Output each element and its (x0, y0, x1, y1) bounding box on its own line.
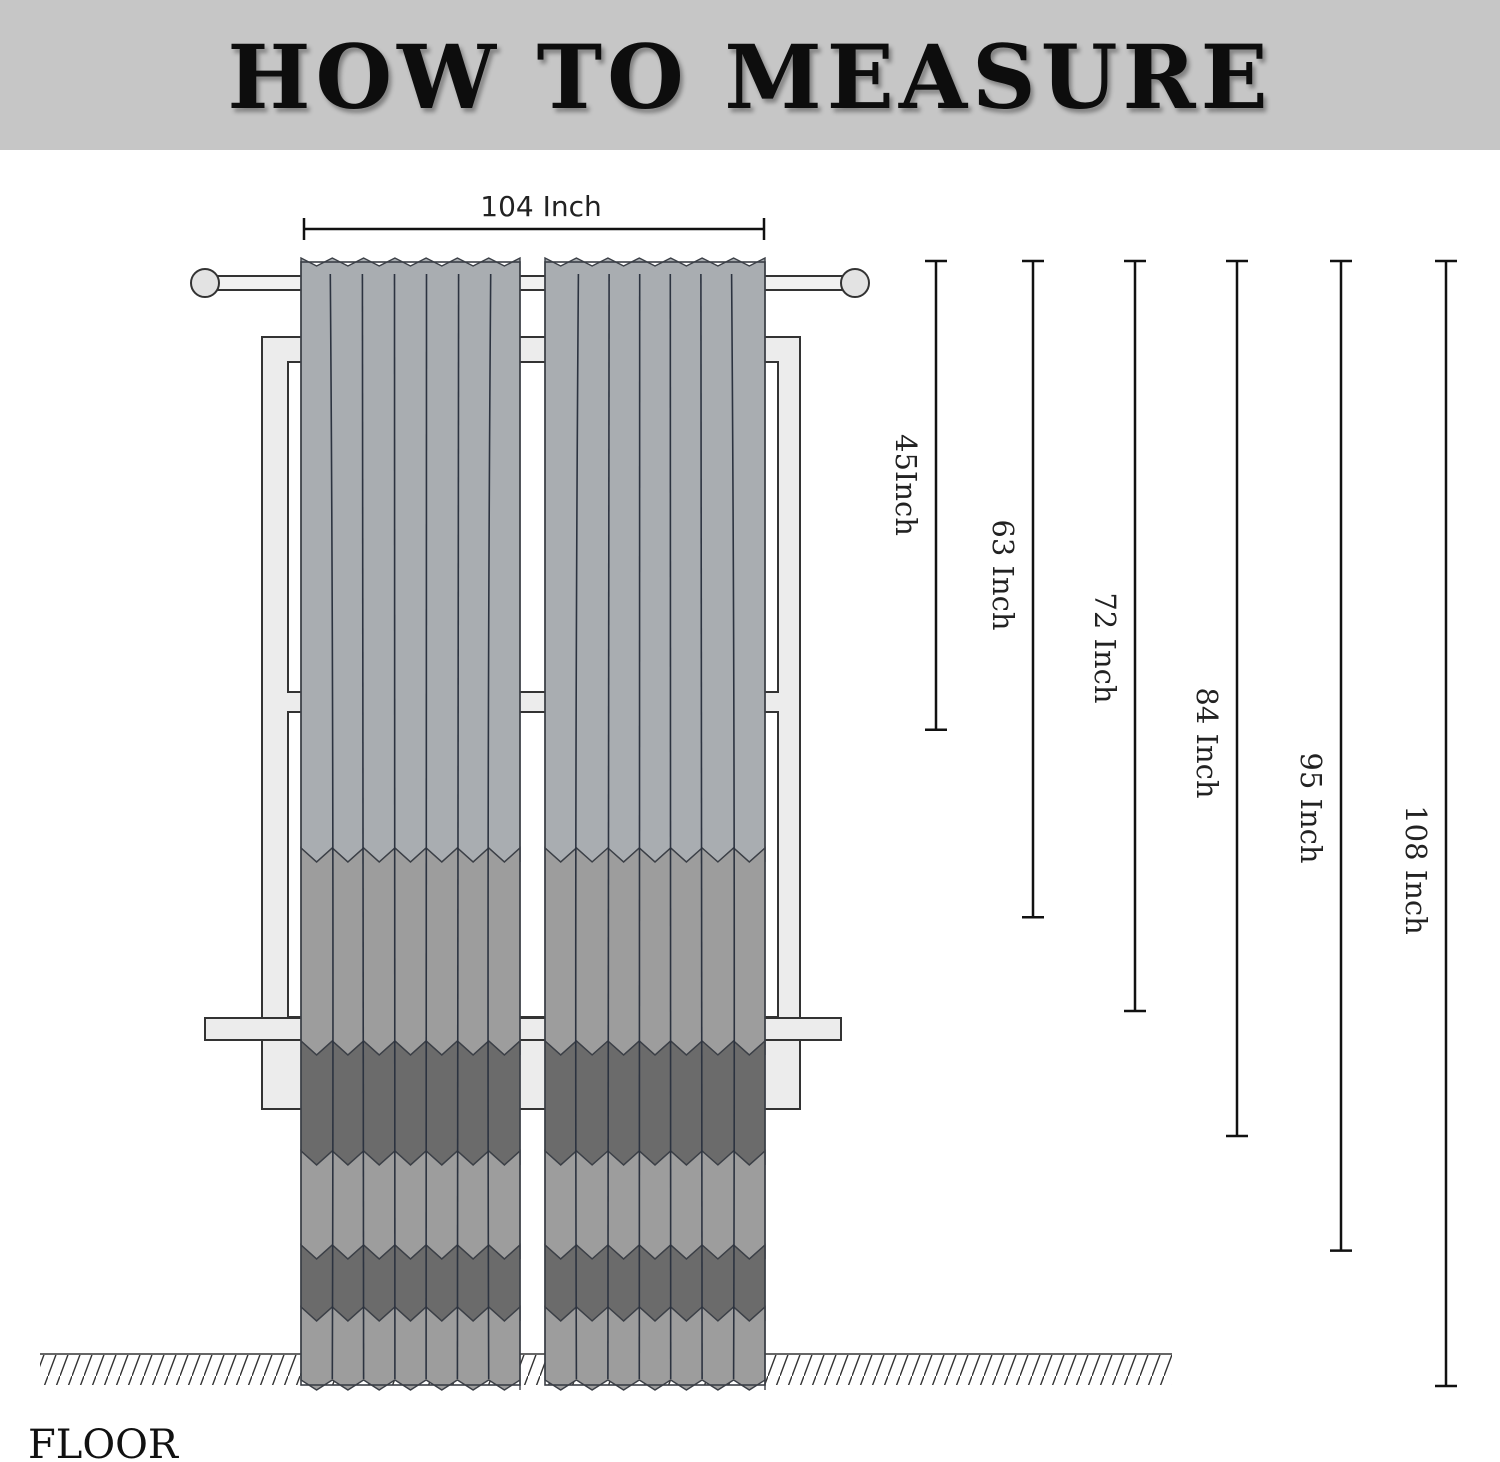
curtain-band (545, 1041, 765, 1165)
header-banner (0, 0, 1500, 150)
floor-label: FLOOR (28, 1422, 179, 1462)
length-measure-label: 45Inch (889, 434, 923, 536)
length-measure-label: 84 Inch (1190, 687, 1224, 799)
length-measure-45 (889, 261, 947, 730)
curtain-panel-left (301, 258, 520, 1390)
length-measure-63 (986, 261, 1044, 917)
curtain-panel-right (545, 258, 765, 1390)
length-measure-label: 72 Inch (1088, 592, 1122, 704)
width-measure (304, 190, 764, 240)
curtain-band (301, 258, 520, 862)
curtain-band (301, 1151, 520, 1259)
page-title: HOW TO MEASURE (227, 25, 1273, 129)
curtain-rod (191, 269, 869, 297)
length-measure-84 (1190, 261, 1248, 1136)
width-measure-label: 104 Inch (480, 190, 602, 223)
curtain-band (545, 1151, 765, 1259)
length-measure-95 (1294, 261, 1352, 1251)
curtain-pleat (670, 274, 671, 1379)
curtain-pleat (426, 274, 427, 1379)
curtain-band (301, 848, 520, 1055)
length-measure-label: 63 Inch (986, 519, 1020, 631)
curtain-band (301, 1041, 520, 1165)
length-measures (889, 261, 1457, 1386)
length-measure-72 (1088, 261, 1146, 1011)
curtain-band (545, 848, 765, 1055)
measure-diagram (0, 150, 1500, 1462)
curtain-pleat (639, 274, 640, 1379)
length-measure-108 (1399, 261, 1457, 1386)
curtain-pleat (395, 274, 396, 1379)
length-measure-label: 108 Inch (1399, 805, 1433, 935)
length-measure-label: 95 Inch (1294, 752, 1328, 864)
